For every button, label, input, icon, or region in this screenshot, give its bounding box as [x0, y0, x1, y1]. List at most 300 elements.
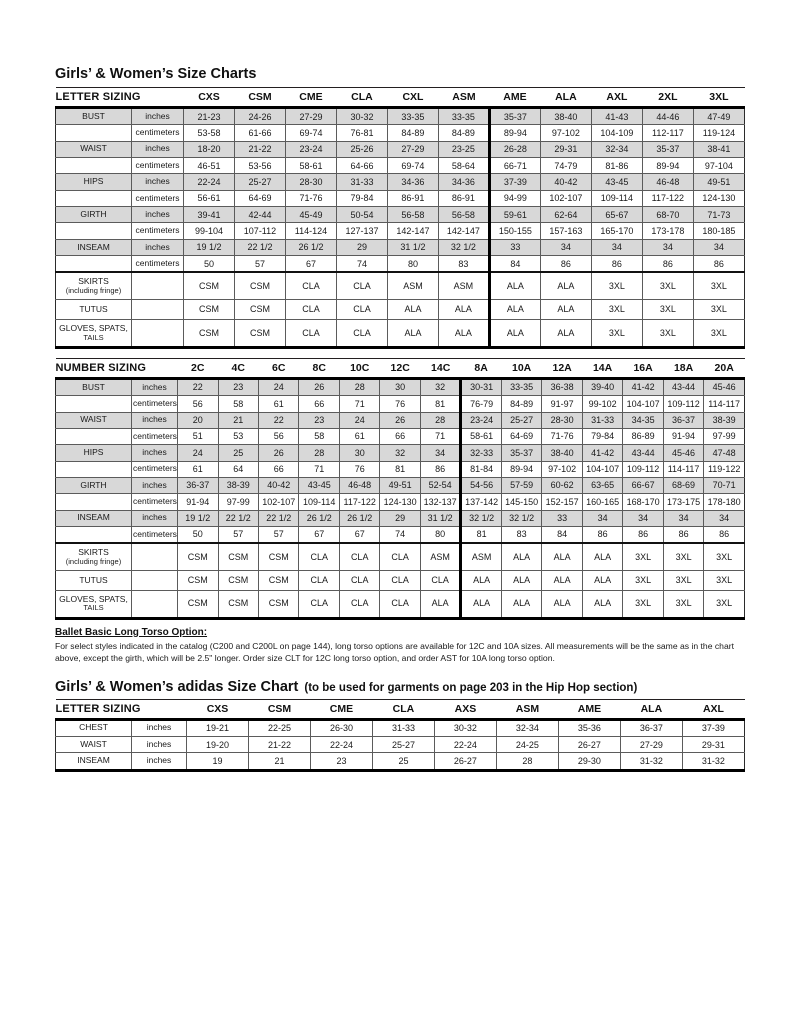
row-label: BUST — [56, 378, 132, 395]
value-cell: 56-58 — [387, 207, 438, 223]
value-cell: 94-99 — [489, 190, 540, 206]
value-cell: 24-25 — [496, 737, 558, 753]
value-cell: 67 — [285, 256, 336, 273]
value-cell: 62-64 — [540, 207, 591, 223]
column-header-csm: CSM — [235, 88, 286, 108]
value-cell: 3XL — [642, 319, 693, 347]
value-cell: 45-46 — [704, 378, 745, 395]
column-header-12c: 12C — [380, 358, 420, 378]
row-label: INSEAM — [56, 510, 132, 526]
value-cell: 39-40 — [582, 378, 622, 395]
value-cell: 3XL — [704, 571, 745, 590]
unit-label: centimeters — [132, 494, 178, 510]
value-cell: 58-64 — [438, 158, 489, 174]
unit-label: centimeters — [132, 526, 178, 543]
value-cell: ALA — [501, 543, 541, 571]
value-cell: 3XL — [623, 590, 663, 618]
value-cell: 28 — [420, 412, 460, 428]
row-label — [56, 190, 132, 206]
value-cell: 29-31 — [540, 141, 591, 157]
value-cell: 71 — [420, 428, 460, 444]
footnote-heading: Ballet Basic Long Torso Option: — [55, 626, 208, 638]
value-cell: 56 — [178, 396, 218, 412]
value-cell: 150-155 — [489, 223, 540, 239]
value-cell: 30-32 — [336, 108, 387, 125]
value-cell: 3XL — [704, 590, 745, 618]
value-cell: 26 — [258, 445, 298, 461]
value-cell: 19 1/2 — [184, 239, 235, 255]
value-cell: 97-102 — [540, 125, 591, 141]
value-cell: 25-27 — [235, 174, 286, 190]
unit-label: inches — [132, 207, 184, 223]
table-row — [56, 378, 745, 395]
value-cell: 23 — [299, 412, 339, 428]
table-row — [56, 526, 745, 543]
value-cell: ALA — [542, 543, 582, 571]
value-cell: 43-45 — [299, 477, 339, 493]
value-cell: 71 — [299, 461, 339, 477]
value-cell: 24 — [178, 445, 218, 461]
value-cell: CSM — [218, 571, 258, 590]
value-cell: 25 — [218, 445, 258, 461]
value-cell: 86 — [420, 461, 460, 477]
value-cell: CLA — [380, 571, 420, 590]
value-cell: 86 — [623, 526, 663, 543]
value-cell: 33 — [489, 239, 540, 255]
value-cell: 28-30 — [285, 174, 336, 190]
value-cell: 47-49 — [693, 108, 744, 125]
value-cell: 64-69 — [235, 190, 286, 206]
value-cell: 19-21 — [187, 719, 249, 736]
row-label: INSEAM — [56, 753, 132, 770]
value-cell: 3XL — [663, 571, 703, 590]
value-cell: 45-46 — [663, 445, 703, 461]
unit-label: centimeters — [132, 190, 184, 206]
value-cell: 37-39 — [489, 174, 540, 190]
value-cell: 59-61 — [489, 207, 540, 223]
value-cell: 57-59 — [501, 477, 541, 493]
value-cell: 56-58 — [438, 207, 489, 223]
value-cell: 3XL — [591, 300, 642, 319]
value-cell: CSM — [178, 590, 218, 618]
header-row — [56, 699, 745, 719]
value-cell: 3XL — [693, 300, 744, 319]
footnote-body: For select styles indicated in the catalog (C200 and C200L on page 144), long torso options are available for 12C and 10A sizes. All measurements will be the same as in the chart above, except the girth, which will be 2.5" longer. Order size CLT for 12C long torso option, and order AST for 10A long torso option. — [55, 640, 734, 663]
table-row — [56, 737, 745, 753]
value-cell: ALA — [387, 319, 438, 347]
value-cell: ALA — [461, 590, 501, 618]
value-cell: 49-51 — [693, 174, 744, 190]
row-label: SKIRTS (including fringe) — [56, 543, 132, 571]
table-row — [56, 319, 745, 347]
value-cell: 57 — [258, 526, 298, 543]
value-cell: 66 — [258, 461, 298, 477]
value-cell: 32 1/2 — [461, 510, 501, 526]
value-cell: CLA — [299, 543, 339, 571]
column-header-2c: 2C — [178, 358, 218, 378]
value-cell: 84-89 — [387, 125, 438, 141]
value-cell: 69-74 — [387, 158, 438, 174]
value-cell: 26 — [380, 412, 420, 428]
value-cell: 71 — [339, 396, 379, 412]
value-cell: 86 — [591, 256, 642, 273]
value-cell: 22 — [258, 412, 298, 428]
value-cell: 117-122 — [642, 190, 693, 206]
row-label — [56, 428, 132, 444]
column-header-axl: AXL — [591, 88, 642, 108]
value-cell: 31 1/2 — [420, 510, 460, 526]
unit-label — [132, 590, 178, 618]
value-cell: 32 1/2 — [438, 239, 489, 255]
value-cell: 33-35 — [438, 108, 489, 125]
value-cell: 29-30 — [558, 753, 620, 770]
footnote — [55, 627, 745, 664]
value-cell: 145-150 — [501, 494, 541, 510]
value-cell: 50 — [178, 526, 218, 543]
unit-label: inches — [132, 378, 178, 395]
row-label: GLOVES, SPATS, TAILS — [56, 319, 132, 347]
table-row — [56, 256, 745, 273]
value-cell: 28 — [339, 378, 379, 395]
value-cell: 67 — [299, 526, 339, 543]
value-cell: 36-37 — [663, 412, 703, 428]
value-cell: CLA — [339, 543, 379, 571]
value-cell: 34 — [591, 239, 642, 255]
column-header-ala: ALA — [620, 699, 682, 719]
value-cell: 25 — [372, 753, 434, 770]
value-cell: 23 — [218, 378, 258, 395]
value-cell: 97-99 — [218, 494, 258, 510]
value-cell: 3XL — [704, 543, 745, 571]
value-cell: ALA — [489, 319, 540, 347]
row-label — [56, 256, 132, 273]
value-cell: 23-24 — [461, 412, 501, 428]
value-cell: 66 — [299, 396, 339, 412]
value-cell: 19-20 — [187, 737, 249, 753]
table-row — [56, 125, 745, 141]
value-cell: 41-43 — [591, 108, 642, 125]
value-cell: 32 — [420, 378, 460, 395]
value-cell: 64-66 — [336, 158, 387, 174]
value-cell: 28 — [299, 445, 339, 461]
row-label: WAIST — [56, 737, 132, 753]
value-cell: 84-89 — [438, 125, 489, 141]
value-cell: 124-130 — [693, 190, 744, 206]
value-cell: CSM — [218, 543, 258, 571]
value-cell: 31-33 — [372, 719, 434, 736]
value-cell: 34 — [642, 239, 693, 255]
column-header-cxl: CXL — [387, 88, 438, 108]
adidas-title — [55, 679, 745, 695]
value-cell: 57 — [218, 526, 258, 543]
row-label-sub: (including fringe) — [65, 557, 122, 567]
value-cell: 43-44 — [663, 378, 703, 395]
value-cell: 165-170 — [591, 223, 642, 239]
value-cell: ASM — [387, 272, 438, 300]
column-header-asm: ASM — [438, 88, 489, 108]
value-cell: 34 — [663, 510, 703, 526]
table-body — [56, 108, 745, 348]
value-cell: 26-30 — [310, 719, 372, 736]
table-header-label: NUMBER SIZING — [56, 358, 178, 378]
value-cell: 89-94 — [501, 461, 541, 477]
column-header-cme: CME — [310, 699, 372, 719]
value-cell: 43-44 — [623, 445, 663, 461]
row-label: WAIST — [56, 412, 132, 428]
value-cell: 137-142 — [461, 494, 501, 510]
value-cell: 69-74 — [285, 125, 336, 141]
value-cell: 33 — [542, 510, 582, 526]
value-cell: 20 — [178, 412, 218, 428]
value-cell: 178-180 — [704, 494, 745, 510]
value-cell: 86-91 — [438, 190, 489, 206]
value-cell: CLA — [285, 319, 336, 347]
table-row — [56, 412, 745, 428]
value-cell: 21-22 — [235, 141, 286, 157]
value-cell: ALA — [420, 590, 460, 618]
table-header-label: LETTER SIZING — [56, 699, 187, 719]
unit-label — [132, 571, 178, 590]
table-head — [56, 88, 745, 108]
value-cell: 25-26 — [336, 141, 387, 157]
value-cell: 157-163 — [540, 223, 591, 239]
table-body — [56, 719, 745, 770]
value-cell: 79-84 — [582, 428, 622, 444]
value-cell: 37-39 — [682, 719, 744, 736]
value-cell: 58-61 — [285, 158, 336, 174]
value-cell: 76 — [380, 396, 420, 412]
value-cell: 50 — [184, 256, 235, 273]
value-cell: 27-29 — [620, 737, 682, 753]
value-cell: 31-32 — [682, 753, 744, 770]
value-cell: 91-94 — [663, 428, 703, 444]
table-body — [56, 378, 745, 618]
value-cell: 26-28 — [489, 141, 540, 157]
value-cell: CSM — [218, 590, 258, 618]
value-cell: 32 — [380, 445, 420, 461]
value-cell: 61 — [178, 461, 218, 477]
row-label — [56, 461, 132, 477]
value-cell: 168-170 — [623, 494, 663, 510]
value-cell: 91-97 — [542, 396, 582, 412]
value-cell: ALA — [542, 590, 582, 618]
column-header-14c: 14C — [420, 358, 460, 378]
table-row — [56, 108, 745, 125]
value-cell: CSM — [258, 543, 298, 571]
value-cell: 34-36 — [387, 174, 438, 190]
value-cell: 36-37 — [620, 719, 682, 736]
value-cell: ALA — [387, 300, 438, 319]
row-label-sub: TAILS — [83, 332, 104, 342]
value-cell: ALA — [582, 543, 622, 571]
value-cell: 81 — [380, 461, 420, 477]
value-cell: 81 — [420, 396, 460, 412]
value-cell: 42-44 — [235, 207, 286, 223]
value-cell: ALA — [501, 590, 541, 618]
value-cell: ALA — [461, 571, 501, 590]
value-cell: 97-102 — [542, 461, 582, 477]
unit-label — [132, 543, 178, 571]
value-cell: 53-56 — [235, 158, 286, 174]
column-header-asm: ASM — [496, 699, 558, 719]
value-cell: 43-45 — [591, 174, 642, 190]
value-cell: 31-33 — [336, 174, 387, 190]
value-cell: 22-25 — [249, 719, 311, 736]
value-cell: 56 — [258, 428, 298, 444]
value-cell: 3XL — [591, 272, 642, 300]
value-cell: 99-102 — [582, 396, 622, 412]
column-header-14a: 14A — [582, 358, 622, 378]
value-cell: 45-49 — [285, 207, 336, 223]
table-row — [56, 719, 745, 736]
value-cell: 26-27 — [434, 753, 496, 770]
value-cell: 104-109 — [591, 125, 642, 141]
row-label — [56, 158, 132, 174]
letter-sizing-table — [55, 87, 745, 349]
value-cell: 33-35 — [387, 108, 438, 125]
value-cell: 31-33 — [582, 412, 622, 428]
value-cell: 38-40 — [542, 445, 582, 461]
value-cell: CSM — [184, 272, 235, 300]
value-cell: 35-37 — [489, 108, 540, 125]
column-header-csm: CSM — [249, 699, 311, 719]
value-cell: 23-25 — [438, 141, 489, 157]
value-cell: CLA — [285, 272, 336, 300]
unit-label: inches — [132, 412, 178, 428]
value-cell: ALA — [582, 590, 622, 618]
value-cell: ALA — [489, 300, 540, 319]
table-head — [56, 358, 745, 378]
column-header-8a: 8A — [461, 358, 501, 378]
value-cell: 24-26 — [235, 108, 286, 125]
value-cell: 57 — [235, 256, 286, 273]
value-cell: 26 — [299, 378, 339, 395]
number-sizing-table — [55, 358, 745, 620]
value-cell: 3XL — [623, 571, 663, 590]
value-cell: 36-37 — [178, 477, 218, 493]
value-cell: 32-34 — [591, 141, 642, 157]
column-header-16a: 16A — [623, 358, 663, 378]
value-cell: 19 — [187, 753, 249, 770]
value-cell: 53-58 — [184, 125, 235, 141]
value-cell: 89-94 — [642, 158, 693, 174]
value-cell: CSM — [184, 300, 235, 319]
value-cell: 114-117 — [704, 396, 745, 412]
value-cell: 60-62 — [542, 477, 582, 493]
column-header-cme: CME — [285, 88, 336, 108]
value-cell: CLA — [380, 543, 420, 571]
value-cell: 50-54 — [336, 207, 387, 223]
value-cell: 71-73 — [693, 207, 744, 223]
value-cell: 46-51 — [184, 158, 235, 174]
value-cell: 86 — [693, 256, 744, 273]
value-cell: 27-29 — [387, 141, 438, 157]
value-cell: 36-38 — [542, 378, 582, 395]
value-cell: 28 — [496, 753, 558, 770]
value-cell: 34-36 — [438, 174, 489, 190]
value-cell: 61 — [339, 428, 379, 444]
column-header-cxs: CXS — [187, 699, 249, 719]
column-header-cla: CLA — [336, 88, 387, 108]
adidas-size-table — [55, 699, 745, 772]
table-row — [56, 174, 745, 190]
value-cell: 22-24 — [310, 737, 372, 753]
row-label: TUTUS — [56, 300, 132, 319]
table-row — [56, 239, 745, 255]
value-cell: 99-104 — [184, 223, 235, 239]
value-cell: 25-27 — [501, 412, 541, 428]
row-label: GLOVES, SPATS, TAILS — [56, 590, 132, 618]
table-row — [56, 571, 745, 590]
value-cell: 104-107 — [623, 396, 663, 412]
value-cell: 81 — [461, 526, 501, 543]
value-cell: 3XL — [663, 543, 703, 571]
value-cell: 66 — [380, 428, 420, 444]
table-row — [56, 494, 745, 510]
value-cell: 74-79 — [540, 158, 591, 174]
value-cell: 21 — [249, 753, 311, 770]
row-label: HIPS — [56, 445, 132, 461]
value-cell: 30 — [339, 445, 379, 461]
value-cell: 84-89 — [501, 396, 541, 412]
column-header-cxs: CXS — [184, 88, 235, 108]
value-cell: 142-147 — [387, 223, 438, 239]
value-cell: CSM — [178, 543, 218, 571]
row-label: CHEST — [56, 719, 132, 736]
row-label: GIRTH — [56, 207, 132, 223]
value-cell: 86 — [582, 526, 622, 543]
value-cell: 23-24 — [285, 141, 336, 157]
column-header-ame: AME — [489, 88, 540, 108]
value-cell: 29-31 — [682, 737, 744, 753]
value-cell: 22 — [178, 378, 218, 395]
value-cell: 63-65 — [582, 477, 622, 493]
column-header-2xl: 2XL — [642, 88, 693, 108]
row-label: BUST — [56, 108, 132, 125]
value-cell: 34 — [623, 510, 663, 526]
value-cell: 84 — [489, 256, 540, 273]
value-cell: CLA — [420, 571, 460, 590]
page-title: Girls’ & Women’s Size Charts — [55, 66, 257, 82]
table-row — [56, 510, 745, 526]
value-cell: CSM — [235, 272, 286, 300]
adidas-title-main: Girls’ & Women’s adidas Size Chart — [55, 678, 299, 695]
value-cell: 54-56 — [461, 477, 501, 493]
column-header-axs: AXS — [434, 699, 496, 719]
adidas-title-note: (to be used for garments on page 203 in the Hip Hop section) — [304, 681, 638, 694]
value-cell: 58-61 — [461, 428, 501, 444]
value-cell: 40-42 — [540, 174, 591, 190]
value-cell: 112-117 — [642, 125, 693, 141]
value-cell: 97-99 — [704, 428, 745, 444]
table-row — [56, 207, 745, 223]
value-cell: 29 — [380, 510, 420, 526]
value-cell: ASM — [438, 272, 489, 300]
value-cell: 22 1/2 — [218, 510, 258, 526]
table-row — [56, 445, 745, 461]
value-cell: 34 — [704, 510, 745, 526]
value-cell: 53 — [218, 428, 258, 444]
table-row — [56, 272, 745, 300]
value-cell: 71-76 — [542, 428, 582, 444]
value-cell: 142-147 — [438, 223, 489, 239]
value-cell: 65-67 — [591, 207, 642, 223]
value-cell: 81-84 — [461, 461, 501, 477]
row-label: INSEAM — [56, 239, 132, 255]
value-cell: ALA — [540, 300, 591, 319]
value-cell: 89-94 — [489, 125, 540, 141]
column-header-20a: 20A — [704, 358, 745, 378]
